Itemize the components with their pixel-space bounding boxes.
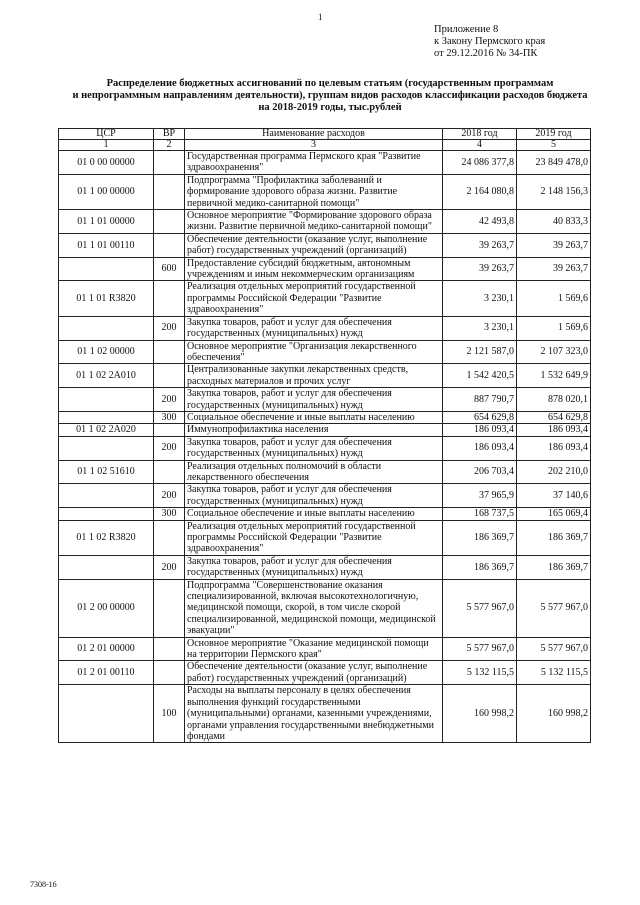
amount-2019-cell: 1 569,6 — [517, 281, 591, 316]
expense-name-cell: Основное мероприятие "Формирование здорового образа жизни. Развитие первичной медико-санитарной помощи" — [185, 210, 443, 234]
table-row — [59, 555, 591, 579]
amount-2019-cell: 39 263,7 — [517, 233, 591, 257]
expense-name-cell: Основное мероприятие "Организация лекарственного обеспечения" — [185, 340, 443, 364]
csr-cell — [59, 411, 154, 423]
csr-cell: 01 2 01 00000 — [59, 637, 154, 661]
table-row — [59, 340, 591, 364]
expense-name-cell: Реализация отдельных мероприятий государственной программы Российской Федерации "Развитие здравоохранения" — [185, 281, 443, 316]
expense-name-cell: Иммунопрофилактика населения — [185, 424, 443, 436]
expense-name-cell: Закупка товаров, работ и услуг для обеспечения государственных (муниципальных) нужд — [185, 555, 443, 579]
amount-2019-cell: 186 369,7 — [517, 520, 591, 555]
csr-cell: 01 1 02 R3820 — [59, 520, 154, 555]
amount-2019-cell: 202 210,0 — [517, 460, 591, 484]
table-row — [59, 685, 591, 743]
vr-cell: 300 — [154, 508, 185, 520]
table-row — [59, 460, 591, 484]
amount-2018-cell: 186 369,7 — [443, 520, 517, 555]
vr-cell — [154, 520, 185, 555]
footer-code: 7308-16 — [30, 880, 57, 889]
appendix-line: к Закону Пермского края — [434, 36, 546, 47]
vr-cell: 200 — [154, 555, 185, 579]
vr-cell — [154, 661, 185, 685]
csr-cell — [59, 555, 154, 579]
csr-cell: 01 1 01 00000 — [59, 210, 154, 234]
amount-2019-cell: 878 020,1 — [517, 388, 591, 412]
csr-cell: 01 1 01 R3820 — [59, 281, 154, 316]
expense-name-cell: Централизованные закупки лекарственных средств, расходных материалов и прочих услуг — [185, 364, 443, 388]
table-row — [59, 436, 591, 460]
amount-2019-cell: 23 849 478,0 — [517, 151, 591, 175]
table-row — [59, 151, 591, 175]
csr-cell: 01 1 01 00110 — [59, 233, 154, 257]
csr-cell — [59, 484, 154, 508]
expense-name-cell: Подпрограмма "Совершенствование оказания специализированной, включая высокотехнологичную, медицинской помощи, скорой, в том числе скорой специализированной, медицинской помощи, медицинской эвакуации" — [185, 579, 443, 637]
amount-2019-cell: 5 132 115,5 — [517, 661, 591, 685]
amount-2018-cell: 186 369,7 — [443, 555, 517, 579]
csr-cell — [59, 508, 154, 520]
csr-cell: 01 1 02 00000 — [59, 340, 154, 364]
page-number: 1 — [318, 12, 323, 22]
table-body — [59, 151, 591, 743]
vr-cell: 300 — [154, 411, 185, 423]
csr-cell: 01 2 00 00000 — [59, 579, 154, 637]
amount-2019-cell: 160 998,2 — [517, 685, 591, 743]
column-index-row — [59, 140, 591, 151]
expense-name-cell: Основное мероприятие "Оказание медицинской помощи на территории Пермского края" — [185, 637, 443, 661]
table-row — [59, 579, 591, 637]
amount-2018-cell: 37 965,9 — [443, 484, 517, 508]
amount-2018-cell: 5 577 967,0 — [443, 637, 517, 661]
amount-2018-cell: 186 093,4 — [443, 424, 517, 436]
vr-cell: 100 — [154, 685, 185, 743]
expense-name-cell: Государственная программа Пермского края "Развитие здравоохранения" — [185, 151, 443, 175]
expense-name-cell: Реализация отдельных мероприятий государственной программы Российской Федерации "Развитие здравоохранения" — [185, 520, 443, 555]
index-cell: 5 — [517, 140, 591, 151]
amount-2018-cell: 160 998,2 — [443, 685, 517, 743]
vr-cell — [154, 233, 185, 257]
index-cell: 3 — [185, 140, 443, 151]
expense-name-cell: Обеспечение деятельности (оказание услуг, выполнение работ) государственных учреждений (организаций) — [185, 233, 443, 257]
index-cell: 2 — [154, 140, 185, 151]
vr-cell — [154, 174, 185, 209]
expense-name-cell: Закупка товаров, работ и услуг для обеспечения государственных (муниципальных) нужд — [185, 388, 443, 412]
table-row — [59, 257, 591, 281]
expense-name-cell: Реализация отдельных полномочий в области лекарственного обеспечения — [185, 460, 443, 484]
expense-name-cell: Предоставление субсидий бюджетным, автономным учреждениям и иным некоммерческим организациям — [185, 257, 443, 281]
vr-cell — [154, 151, 185, 175]
table-row — [59, 424, 591, 436]
vr-cell: 200 — [154, 388, 185, 412]
table-row — [59, 637, 591, 661]
expense-name-cell: Социальное обеспечение и иные выплаты населению — [185, 411, 443, 423]
budget-table — [58, 128, 591, 743]
amount-2019-cell: 5 577 967,0 — [517, 637, 591, 661]
amount-2018-cell: 39 263,7 — [443, 257, 517, 281]
amount-2018-cell: 39 263,7 — [443, 233, 517, 257]
csr-cell: 01 1 02 2А010 — [59, 364, 154, 388]
amount-2019-cell: 1 532 649,9 — [517, 364, 591, 388]
header-cell: ЦСР — [59, 129, 154, 140]
amount-2019-cell: 2 107 323,0 — [517, 340, 591, 364]
appendix-reference — [434, 24, 545, 60]
amount-2019-cell: 186 369,7 — [517, 555, 591, 579]
title-line: Распределение бюджетных ассигнований по целевым статьям (государственным программам — [106, 78, 554, 89]
index-cell: 4 — [443, 140, 517, 151]
csr-cell — [59, 257, 154, 281]
amount-2019-cell: 654 629,8 — [517, 411, 591, 423]
vr-cell: 200 — [154, 436, 185, 460]
amount-2018-cell: 1 542 420,5 — [443, 364, 517, 388]
document-title — [60, 78, 600, 114]
vr-cell — [154, 460, 185, 484]
vr-cell — [154, 424, 185, 436]
csr-cell: 01 1 00 00000 — [59, 174, 154, 209]
table-row — [59, 411, 591, 423]
csr-cell: 01 0 00 00000 — [59, 151, 154, 175]
amount-2018-cell: 654 629,8 — [443, 411, 517, 423]
expense-name-cell: Социальное обеспечение и иные выплаты населению — [185, 508, 443, 520]
expense-name-cell: Закупка товаров, работ и услуг для обеспечения государственных (муниципальных) нужд — [185, 316, 443, 340]
vr-cell — [154, 281, 185, 316]
csr-cell — [59, 388, 154, 412]
table-row — [59, 364, 591, 388]
expense-name-cell: Подпрограмма "Профилактика заболеваний и формирование здорового образа жизни. Развитие первичной медико-санитарной помощи" — [185, 174, 443, 209]
table-row — [59, 174, 591, 209]
table-row — [59, 210, 591, 234]
csr-cell — [59, 436, 154, 460]
expense-name-cell: Расходы на выплаты персоналу в целях обеспечения выполнения функций государственными (муниципальными) органами, казенными учреждениями, органами управления государственными внебюджетными фондами — [185, 685, 443, 743]
vr-cell — [154, 364, 185, 388]
csr-cell: 01 1 02 2А020 — [59, 424, 154, 436]
header-cell: Наименование расходов — [185, 129, 443, 140]
vr-cell: 200 — [154, 484, 185, 508]
vr-cell: 600 — [154, 257, 185, 281]
amount-2018-cell: 24 086 377,8 — [443, 151, 517, 175]
amount-2019-cell: 186 093,4 — [517, 436, 591, 460]
appendix-line: Приложение 8 — [434, 24, 499, 35]
table-row — [59, 520, 591, 555]
table-row — [59, 508, 591, 520]
amount-2018-cell: 206 703,4 — [443, 460, 517, 484]
table-row — [59, 233, 591, 257]
vr-cell: 200 — [154, 316, 185, 340]
title-line: на 2018-2019 годы, тыс.рублей — [258, 102, 402, 113]
table-row — [59, 484, 591, 508]
header-cell: 2018 год — [443, 129, 517, 140]
amount-2019-cell: 1 569,6 — [517, 316, 591, 340]
table-row — [59, 388, 591, 412]
table-row — [59, 281, 591, 316]
vr-cell — [154, 579, 185, 637]
amount-2019-cell: 37 140,6 — [517, 484, 591, 508]
expense-name-cell: Закупка товаров, работ и услуг для обеспечения государственных (муниципальных) нужд — [185, 436, 443, 460]
csr-cell: 01 1 02 51610 — [59, 460, 154, 484]
amount-2018-cell: 168 737,5 — [443, 508, 517, 520]
header-cell: ВР — [154, 129, 185, 140]
csr-cell — [59, 685, 154, 743]
csr-cell — [59, 316, 154, 340]
amount-2018-cell: 3 230,1 — [443, 281, 517, 316]
amount-2018-cell: 186 093,4 — [443, 436, 517, 460]
vr-cell — [154, 340, 185, 364]
header-cell: 2019 год — [517, 129, 591, 140]
appendix-line: от 29.12.2016 № 34-ПК — [434, 48, 538, 59]
amount-2018-cell: 2 121 587,0 — [443, 340, 517, 364]
amount-2018-cell: 3 230,1 — [443, 316, 517, 340]
amount-2019-cell: 165 069,4 — [517, 508, 591, 520]
amount-2019-cell: 39 263,7 — [517, 257, 591, 281]
amount-2018-cell: 5 577 967,0 — [443, 579, 517, 637]
amount-2019-cell: 40 833,3 — [517, 210, 591, 234]
expense-name-cell: Закупка товаров, работ и услуг для обеспечения государственных (муниципальных) нужд — [185, 484, 443, 508]
amount-2018-cell: 2 164 080,8 — [443, 174, 517, 209]
header-row — [59, 129, 591, 140]
amount-2018-cell: 42 493,8 — [443, 210, 517, 234]
vr-cell — [154, 637, 185, 661]
expense-name-cell: Обеспечение деятельности (оказание услуг, выполнение работ) государственных учреждений (организаций) — [185, 661, 443, 685]
vr-cell — [154, 210, 185, 234]
amount-2018-cell: 5 132 115,5 — [443, 661, 517, 685]
table-row — [59, 316, 591, 340]
csr-cell: 01 2 01 00110 — [59, 661, 154, 685]
amount-2019-cell: 5 577 967,0 — [517, 579, 591, 637]
amount-2019-cell: 2 148 156,3 — [517, 174, 591, 209]
amount-2018-cell: 887 790,7 — [443, 388, 517, 412]
table-row — [59, 661, 591, 685]
title-line: и непрограммным направлениям деятельности), группам видов расходов классификации расходов бюджета — [72, 90, 588, 101]
amount-2019-cell: 186 093,4 — [517, 424, 591, 436]
index-cell: 1 — [59, 140, 154, 151]
